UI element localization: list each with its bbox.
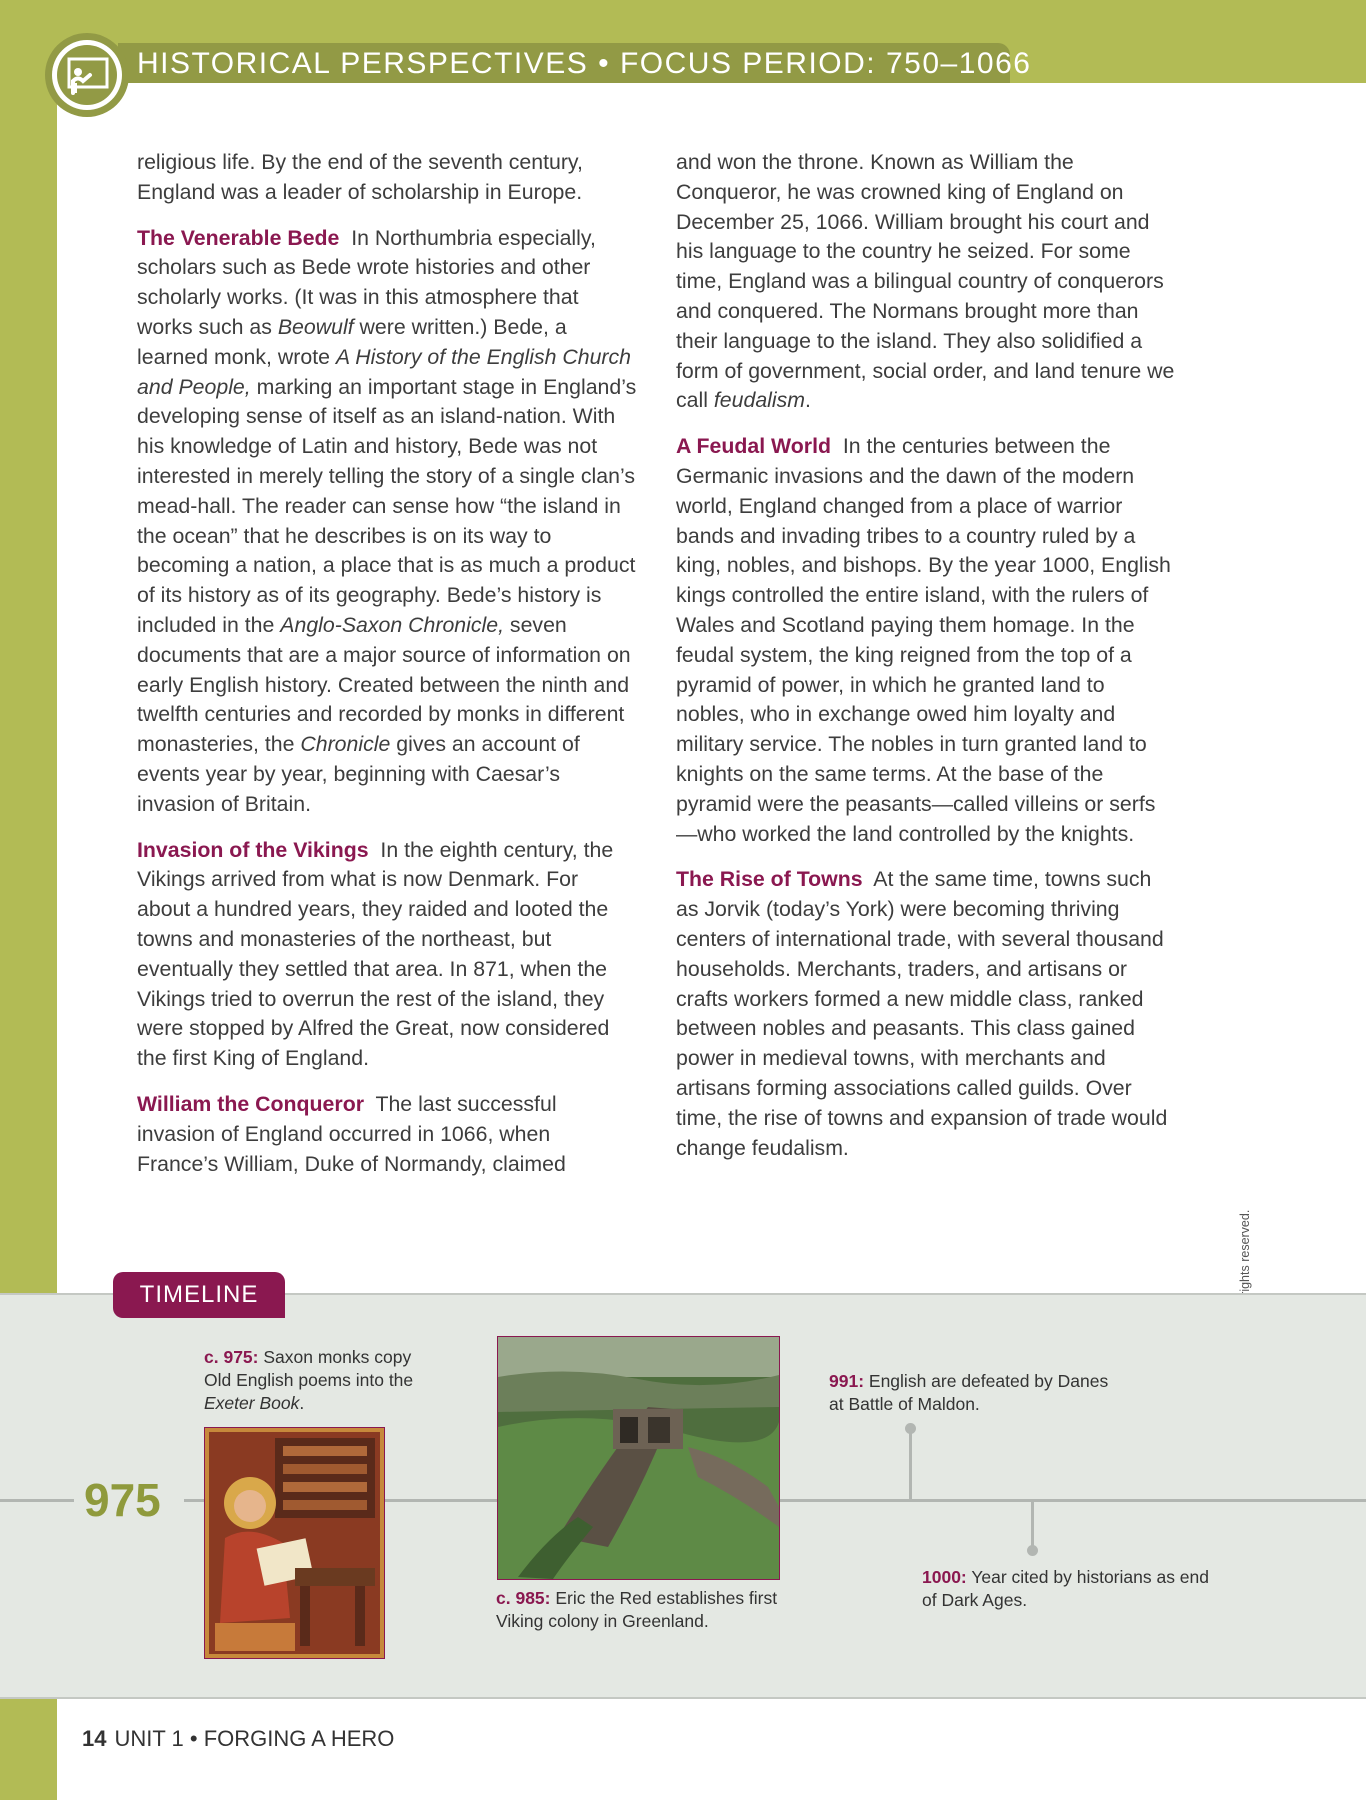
book-title-beowulf: Beowulf	[277, 314, 354, 339]
teacher-presentation-icon	[57, 45, 117, 105]
page-number: 14	[82, 1726, 107, 1751]
section-heading-feudal: A Feudal World	[676, 434, 831, 459]
section-heading-towns: The Rise of Towns	[676, 867, 863, 892]
vikings-paragraph: Invasion of the Vikings In the eighth century, the Vikings arrived from what is now Denmark. For about a hundred years, they raided and looted the towns and monasteries of the northeast, but eventually they settled that area. In 871, when the Vikings tried to overrun the rest of the island, they were stopped by Alfred the Great, now considered the first King of England.	[137, 837, 614, 1071]
timeline-event-991: 991: English are defeated by Danes at Battle of Maldon.	[829, 1371, 1109, 1414]
section-heading-vikings: Invasion of the Vikings	[137, 837, 369, 862]
viking-ruins-photo	[497, 1336, 780, 1580]
section-heading-bede: The Venerable Bede	[137, 225, 340, 250]
page-footer	[82, 1724, 394, 1754]
bede-paragraph: The Venerable Bede In Northumbria especially, scholars such as Bede wrote histories and other scholarly works. (It was in this atmosphere that works such as Beowulf were written.) Bede, a learned monk, wrote A History of the English Church and People, marking an important stage in England’s developing sense of itself as an island-nation. With his knowledge of Latin and history, Bede was not interested in merely telling the story of a single clan’s mead-hall. The reader can sense how “the island in the ocean” that he describes is on its way to becoming a nation, a place that is as much a product of its history as of its geography. Bede’s history is included in the Anglo-Saxon Chronicle, seven documents that are a major source of information on early English history. Created between the ninth and twelfth centuries and recorded by monks in different monasteries, the Chronicle gives an account of events year by year, beginning with Caesar’s invasion of Britain.	[137, 225, 637, 816]
continuation-paragraph: and won the throne. Known as William the Conqueror, he was crowned king of England on December 25, 1066. William brought his court and his language to the country he seized. For some time, England was a bilingual country of conquerors and conquered. The Normans brought more than their language to the island. They also solidified a form of government, social order, and land tenure we call feudalism.	[676, 150, 1175, 413]
timeline-event-985: c. 985: Eric the Red establishes first Viking colony in Greenland.	[496, 1588, 778, 1631]
william-paragraph: William the Conqueror The last successful invasion of England occurred in 1066, when France’s William, Duke of Normandy, claimed	[137, 1091, 566, 1176]
feudal-paragraph: A Feudal World In the centuries between the Germanic invasions and the dawn of the modern world, England changed from a place of warrior bands and invading tribes to a country ruled by a king, nobles, and bishops. By the year 1000, English kings controlled the entire island, with the rulers of Wales and Scotland paying them homage. In the feudal system, the king reigned from the top of a pyramid of power, in which he granted land to nobles, who in exchange owed him loyalty and military service. The nobles in turn granted land to knights on the same terms. At the base of the pyramid were the peasants—called villeins or serfs—who worked the land controlled by the knights.	[676, 434, 1171, 846]
text-column-right	[676, 148, 1176, 1179]
book-title-chronicle: Anglo-Saxon Chronicle,	[280, 612, 505, 637]
timeline-year-marker: 975	[84, 1474, 161, 1526]
unit-title: UNIT 1 • FORGING A HERO	[114, 1726, 395, 1751]
page-title: HISTORICAL PERSPECTIVES • FOCUS PERIOD: 750–1066	[137, 47, 1032, 80]
towns-paragraph: The Rise of Towns At the same time, towns such as Jorvik (today’s York) were becoming thriving centers of international trade, with several thousand households. Merchants, traders, and artisans or crafts workers formed a new middle class, ranked between nobles and peasants. This class gained power in medieval towns, with merchants and artisans forming associations called guilds. Over time, the rise of towns and expansion of trade would change feudalism.	[676, 867, 1168, 1160]
monk-manuscript-image	[204, 1427, 385, 1659]
intro-paragraph: religious life. By the end of the seventh century, England was a leader of scholarship in Europe.	[137, 150, 583, 204]
timeline-event-1000: 1000: Year cited by historians as end of Dark Ages.	[922, 1567, 1210, 1610]
text-column-left	[137, 148, 637, 1195]
section-heading-william: William the Conqueror	[137, 1091, 364, 1116]
timeline-pin-1000	[1031, 1499, 1034, 1549]
timeline-event-975: c. 975: Saxon monks copy Old English poems into the Exeter Book.	[204, 1347, 414, 1413]
book-title-history: A History of the English Church and People,	[137, 344, 632, 399]
timeline-label: TIMELINE	[113, 1272, 285, 1318]
